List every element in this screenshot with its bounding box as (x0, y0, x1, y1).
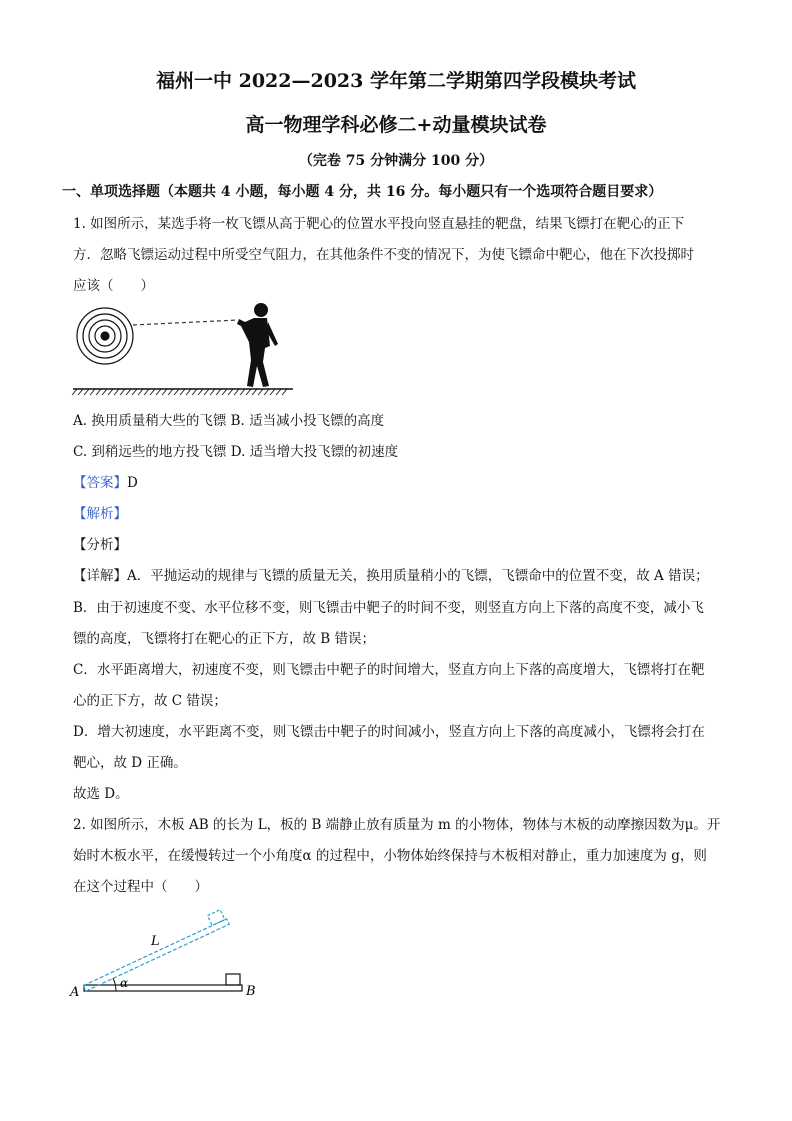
hatch-mark (90, 389, 95, 395)
hatch-mark (168, 389, 173, 395)
dart-trajectory (133, 320, 238, 325)
hatch-mark (234, 389, 239, 395)
answer-value: D (127, 475, 138, 491)
hatch-mark (96, 389, 101, 395)
hatch-mark (162, 389, 167, 395)
q1-figure (73, 298, 293, 398)
fenxi-label: 【分析】 (73, 537, 127, 553)
ground-hatching (72, 389, 287, 395)
q1-option-line: A. 换用质量稍大些的飞镖 B. 适当减小投飞镖的高度 (73, 413, 385, 429)
q2-stem-line: 始时木板水平，在缓慢转过一个小角度α 的过程中，小物体始终保持与木板相对静止，重力加速度为 g，则 (73, 848, 707, 864)
hatch-mark (204, 389, 209, 395)
hatch-mark (228, 389, 233, 395)
q1-detail-line: 镖的高度，飞镖将打在靶心的正下方，故 B 错误； (73, 631, 376, 647)
label-B: B (246, 984, 256, 999)
hatch-mark (78, 389, 83, 395)
analysis-label: 【解析】 (73, 506, 127, 522)
label-L: L (151, 934, 160, 949)
hatch-mark (120, 389, 125, 395)
hatch-mark (282, 389, 287, 395)
q1-answer (73, 471, 138, 491)
q1-stem-line: 应该（ ） (73, 278, 154, 294)
q1-detail-line: 心的正下方，故 C 错误； (73, 693, 227, 709)
label-A: A (70, 985, 80, 1000)
q1-detail-line: B．由于初速度不变、水平位移不变，则飞镖击中靶子的时间不变，则竖直方向上下落的高度不变，减小飞 (73, 600, 704, 616)
q2-stem-line: 2. 如图所示，木板 AB 的长为 L，板的 B 端静止放有质量为 m 的小物体，物体与木板的动摩擦因数为μ。开 (73, 817, 721, 833)
hatch-mark (252, 389, 257, 395)
page-subtitle-course: 高一物理学科必修二+动量模块试卷 (245, 114, 547, 136)
hatch-mark (210, 389, 215, 395)
hatch-mark (216, 389, 221, 395)
q1-detail-line (73, 564, 709, 584)
hatch-mark (180, 389, 185, 395)
hatch-mark (102, 389, 107, 395)
hatch-mark (198, 389, 203, 395)
thrower-figure-icon (237, 303, 278, 387)
hatch-mark (222, 389, 227, 395)
q1-detail-line: 故选 D。 (73, 786, 129, 802)
q1-detail-line: C．水平距离增大，初速度不变，则飞镖击中靶子的时间增大，竖直方向上下落的高度增大，飞镖将打在靶 (73, 662, 705, 678)
hatch-mark (246, 389, 251, 395)
hatch-mark (126, 389, 131, 395)
answer-label: 【答案】 (73, 475, 127, 491)
q1-detail-line: 靶心，故 D 正确。 (73, 755, 187, 771)
label-alpha: α (120, 976, 129, 990)
hatch-mark (186, 389, 191, 395)
hatch-mark (84, 389, 89, 395)
hatch-mark (132, 389, 137, 395)
hatch-mark (240, 389, 245, 395)
page-title: 福州一中 2022—2023 学年第二学期第四学段模块考试 (156, 70, 636, 92)
hatch-mark (174, 389, 179, 395)
q1-detail-line: D．增大初速度，水平距离不变，则飞镖击中靶子的时间减小，竖直方向上下落的高度减小，飞镖将会打在 (73, 724, 705, 740)
hatch-mark (114, 389, 119, 395)
hatch-mark (270, 389, 275, 395)
dartboard-icon (77, 308, 133, 364)
hatch-mark (192, 389, 197, 395)
hatch-mark (276, 389, 281, 395)
hatch-mark (264, 389, 269, 395)
hatch-mark (156, 389, 161, 395)
hatch-mark (150, 389, 155, 395)
board-rotated (79, 909, 229, 991)
hatch-mark (108, 389, 113, 395)
q1-stem-line: 1. 如图所示，某选手将一枚飞镖从高于靶心的位置水平投向竖直悬挂的靶盘，结果飞镖打在靶心的正下 (73, 216, 685, 232)
q2-figure (68, 905, 268, 1005)
q1-stem-line: 方．忽略飞镖运动过程中所受空气阻力，在其他条件不变的情况下，为使飞镖命中靶心，他在下次投掷时 (73, 247, 694, 263)
section-heading: 一、单项选择题（本题共 4 小题，每小题 4 分，共 16 分。每小题只有一个选项符合题目要求） (62, 184, 663, 200)
board-horizontal (84, 985, 242, 991)
detail-text: A．平抛运动的规律与飞镖的质量无关，换用质量稍小的飞镖，飞镖命中的位置不变，故 A 错误； (127, 568, 709, 584)
detail-label: 【详解】 (73, 568, 127, 584)
q2-stem-line: 在这个过程中（ ） (73, 879, 208, 895)
hatch-mark (144, 389, 149, 395)
exam-info: （完卷 75 分钟满分 100 分） (298, 153, 494, 169)
hatch-mark (258, 389, 263, 395)
q1-option-line: C. 到稍远些的地方投飞镖 D. 适当增大投飞镖的初速度 (73, 444, 399, 460)
hatch-mark (72, 389, 77, 395)
hatch-mark (138, 389, 143, 395)
block-on-board (226, 974, 240, 985)
